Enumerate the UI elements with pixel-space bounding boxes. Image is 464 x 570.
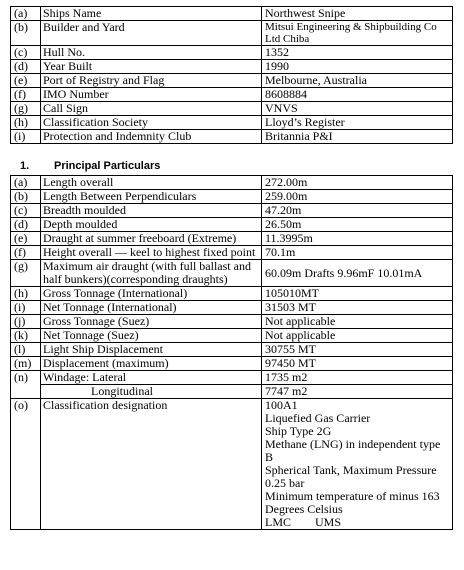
row-value: 1990 bbox=[262, 60, 453, 74]
table-row bbox=[11, 116, 453, 130]
row-label: (h) bbox=[11, 287, 41, 301]
row-value: Northwest Snipe bbox=[262, 7, 453, 21]
row-label: (l) bbox=[11, 343, 41, 357]
table-row bbox=[11, 190, 453, 204]
row-value: 272.00m bbox=[262, 176, 453, 190]
row-name: Windage: Lateral bbox=[41, 371, 262, 385]
classification-line: Ship Type 2G bbox=[265, 424, 332, 438]
row-label: (o) bbox=[11, 399, 41, 530]
row-name: Hull No. bbox=[41, 46, 262, 60]
row-value: 11.3995m bbox=[262, 232, 453, 246]
row-value: Not applicable bbox=[262, 315, 453, 329]
row-label: (c) bbox=[11, 46, 41, 60]
classification-line: 100A1 bbox=[265, 398, 298, 412]
row-value: Britannia P&I bbox=[262, 130, 453, 144]
table-row bbox=[11, 329, 453, 343]
row-label: (f) bbox=[11, 88, 41, 102]
row-value: VNVS bbox=[262, 102, 453, 116]
table-row bbox=[11, 46, 453, 60]
row-name: Net Tonnage (Suez) bbox=[41, 329, 262, 343]
row-label: (g) bbox=[11, 260, 41, 287]
row-value: 30755 MT bbox=[262, 343, 453, 357]
table-row bbox=[11, 315, 453, 329]
row-name: Classification Society bbox=[41, 116, 262, 130]
row-label: (b) bbox=[11, 190, 41, 204]
row-label: (e) bbox=[11, 232, 41, 246]
row-label: (j) bbox=[11, 315, 41, 329]
row-label: (f) bbox=[11, 246, 41, 260]
row-label: (i) bbox=[11, 301, 41, 315]
row-value: 47.20m bbox=[262, 204, 453, 218]
row-name: Length overall bbox=[41, 176, 262, 190]
row-name: Call Sign bbox=[41, 102, 262, 116]
table-row bbox=[11, 399, 453, 530]
row-label: (c) bbox=[11, 204, 41, 218]
classification-line: Methane (LNG) in independent type B bbox=[265, 437, 441, 464]
row-name: Depth moulded bbox=[41, 218, 262, 232]
row-name: Breadth moulded bbox=[41, 204, 262, 218]
row-name: Draught at summer freeboard (Extreme) bbox=[41, 232, 262, 246]
row-name: Height overall — keel to highest fixed point bbox=[41, 246, 262, 260]
row-label: (a) bbox=[11, 7, 41, 21]
row-name: Builder and Yard bbox=[41, 21, 262, 46]
table-row bbox=[11, 260, 453, 287]
row-label: (h) bbox=[11, 116, 41, 130]
row-value: 1735 m2 bbox=[262, 371, 453, 385]
classification-line: Liquefied Gas Carrier bbox=[265, 411, 371, 425]
row-name: Length Between Perpendiculars bbox=[41, 190, 262, 204]
row-name: IMO Number bbox=[41, 88, 262, 102]
section-title: Principal Particulars bbox=[54, 160, 161, 172]
row-label: (d) bbox=[11, 60, 41, 74]
table-row bbox=[11, 176, 453, 190]
row-name: Gross Tonnage (International) bbox=[41, 287, 262, 301]
row-label: (e) bbox=[11, 74, 41, 88]
row-value: 26.50m bbox=[262, 218, 453, 232]
row-name: Year Built bbox=[41, 60, 262, 74]
ship-info-table bbox=[10, 6, 453, 144]
row-name: Port of Registry and Flag bbox=[41, 74, 262, 88]
row-name: Classification designation bbox=[41, 399, 262, 530]
row-value: Lloyd’s Register bbox=[262, 116, 453, 130]
row-value: 1352 bbox=[262, 46, 453, 60]
table-row bbox=[11, 60, 453, 74]
row-name: Protection and Indemnity Club bbox=[41, 130, 262, 144]
row-label: (n) bbox=[11, 371, 41, 399]
table-row bbox=[11, 102, 453, 116]
section-heading bbox=[20, 160, 160, 172]
classification-line: Minimum temperature of minus 163 Degrees Celsius bbox=[265, 489, 440, 516]
row-value: Melbourne, Australia bbox=[262, 74, 453, 88]
classification-value bbox=[262, 399, 453, 530]
table-row bbox=[11, 246, 453, 260]
row-label: (a) bbox=[11, 176, 41, 190]
table-row bbox=[11, 287, 453, 301]
row-label: (k) bbox=[11, 329, 41, 343]
row-name: Maximum air draught (with full ballast and half bunkers)(corresponding draughts) bbox=[41, 260, 262, 287]
row-name: Gross Tonnage (Suez) bbox=[41, 315, 262, 329]
classification-line: Spherical Tank, Maximum Pressure 0.25 bar bbox=[265, 463, 437, 490]
row-name: Net Tonnage (International) bbox=[41, 301, 262, 315]
row-value: 7747 m2 bbox=[262, 385, 453, 399]
table-row bbox=[11, 343, 453, 357]
row-label: (m) bbox=[11, 357, 41, 371]
table-row bbox=[11, 88, 453, 102]
row-value: 97450 MT bbox=[262, 357, 453, 371]
row-value: 60.09m Drafts 9.96mF 10.01mA bbox=[262, 260, 453, 287]
table-row bbox=[11, 218, 453, 232]
row-value: 105010MT bbox=[262, 287, 453, 301]
row-value: Not applicable bbox=[262, 329, 453, 343]
table-row bbox=[11, 130, 453, 144]
row-label: (d) bbox=[11, 218, 41, 232]
table-row bbox=[11, 232, 453, 246]
row-value: 8608884 bbox=[262, 88, 453, 102]
row-value: 31503 MT bbox=[262, 301, 453, 315]
table-row bbox=[11, 7, 453, 21]
row-label: (b) bbox=[11, 21, 41, 46]
row-label: (g) bbox=[11, 102, 41, 116]
table-row bbox=[11, 385, 453, 399]
table-row bbox=[11, 204, 453, 218]
table-row bbox=[11, 371, 453, 385]
row-name: Ships Name bbox=[41, 7, 262, 21]
table-row bbox=[11, 74, 453, 88]
section-number: 1. bbox=[20, 160, 30, 172]
table-row bbox=[11, 21, 453, 46]
row-name: Displacement (maximum) bbox=[41, 357, 262, 371]
row-label: (i) bbox=[11, 130, 41, 144]
table-row bbox=[11, 357, 453, 371]
principal-particulars-table bbox=[10, 175, 453, 530]
row-subname: Longitudinal bbox=[41, 385, 262, 399]
row-value: 259.00m bbox=[262, 190, 453, 204]
row-value: 70.1m bbox=[262, 246, 453, 260]
row-name: Light Ship Displacement bbox=[41, 343, 262, 357]
classification-line: LMC UMS bbox=[265, 515, 342, 529]
table-row bbox=[11, 301, 453, 315]
row-value: Mitsui Engineering & Shipbuilding Co Ltd Chiba bbox=[262, 21, 453, 46]
